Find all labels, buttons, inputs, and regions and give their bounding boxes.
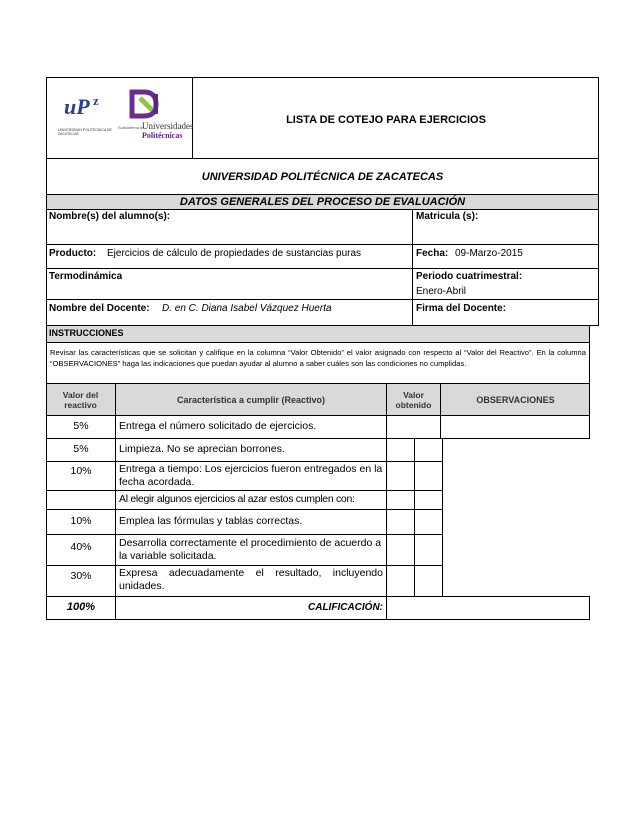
observation-cell[interactable] bbox=[414, 438, 443, 462]
grade-label: CALIFICACIÓN: bbox=[308, 602, 383, 613]
obtained-cell[interactable] bbox=[386, 565, 415, 597]
row-value: 30% bbox=[70, 570, 92, 582]
up-logo-small: Subsistema de bbox=[118, 125, 145, 130]
total-value: 100% bbox=[66, 601, 96, 613]
row-text: Emplea las fórmulas y tablas correctas. bbox=[119, 515, 303, 527]
col-value-header: Valor del reactivo bbox=[62, 390, 99, 410]
row-value: 5% bbox=[73, 420, 89, 432]
row-text: Expresa adecuadamente el resultado, incluyendo unidades. bbox=[119, 567, 383, 592]
obtained-cell[interactable] bbox=[386, 534, 415, 566]
table-cell bbox=[414, 490, 443, 510]
obtained-cell[interactable] bbox=[386, 415, 441, 439]
general-title: DATOS GENERALES DEL PROCESO DE EVALUACIÓN bbox=[179, 196, 466, 208]
period-value: Enero-Abril bbox=[416, 286, 467, 297]
observation-cell[interactable] bbox=[414, 565, 443, 597]
col-obs-header: OBSERVACIONES bbox=[476, 395, 555, 405]
matricula-label: Matricula (s): bbox=[416, 211, 479, 222]
col-char-header: Característica a cumplir (Reactivo) bbox=[176, 395, 326, 405]
svg-text:z: z bbox=[93, 93, 99, 108]
period-label: Periodo cuatrimestral: bbox=[416, 271, 523, 282]
row-text: Desarrolla correctamente el procedimiento de acuerdo a la variable solicitada. bbox=[119, 537, 382, 562]
observation-cell[interactable] bbox=[414, 461, 443, 491]
upz-logo bbox=[62, 90, 112, 130]
observation-cell[interactable] bbox=[440, 415, 590, 439]
upz-logo-caption: UNIVERSIDAD POLITÉCNICA DE ZACATECAS bbox=[58, 128, 112, 136]
up-logo-line2: Politécnicas bbox=[142, 131, 183, 140]
row-value: 5% bbox=[73, 443, 89, 455]
row-value: 10% bbox=[70, 465, 92, 477]
row-value: 40% bbox=[70, 541, 92, 553]
observation-cell[interactable] bbox=[414, 509, 443, 535]
student-label: Nombre(s) del alumno(s): bbox=[49, 211, 171, 222]
col-obtained-header: Valor obtenido bbox=[395, 390, 432, 410]
obtained-cell[interactable] bbox=[386, 438, 415, 462]
instructions-bar bbox=[46, 325, 590, 343]
instructions-label: INSTRUCCIONES bbox=[49, 328, 124, 338]
row-value: 10% bbox=[70, 515, 92, 527]
up-logo-line1: Universidades bbox=[142, 121, 194, 131]
date-value: 09-Marzo-2015 bbox=[455, 248, 523, 259]
obtained-cell[interactable] bbox=[386, 509, 415, 535]
observation-cell[interactable] bbox=[414, 534, 443, 566]
row-subheading: Al elegir algunos ejercicios al azar estos cumplen con: bbox=[119, 493, 355, 505]
product-value: Ejercicios de cálculo de propiedades de sustancias puras bbox=[107, 248, 362, 259]
page-title: LISTA DE COTEJO PARA EJERCICIOS bbox=[286, 114, 486, 126]
instructions-text: Revisar las características que se solicitan y califique en la columna “Valor Obtenido” el valor asignado con respecto al “Valor del Reactivo”. En la columna “OBSERVACIONES” haga las indicaciones que puedan ayudar al alumno a saber cuáles son las condiciones no cumplidas. bbox=[50, 348, 586, 368]
university-name: UNIVERSIDAD POLITÉCNICA DE ZACATECAS bbox=[201, 171, 444, 183]
row-text: Entrega a tiempo: Los ejercicios fueron entregados en la fecha acordada. bbox=[119, 463, 383, 488]
subject-label: Termodinámica bbox=[49, 271, 123, 282]
product-label: Producto: bbox=[49, 248, 97, 259]
teacher-value: D. en C. Diana Isabel Vázquez Huerta bbox=[162, 303, 332, 314]
row-text: Entrega el número solicitado de ejercicios. bbox=[119, 420, 317, 432]
date-label: Fecha: bbox=[416, 248, 449, 259]
obtained-cell[interactable] bbox=[386, 461, 415, 491]
table-cell bbox=[386, 490, 415, 510]
grade-cell[interactable] bbox=[386, 596, 590, 620]
up-logo-mark bbox=[126, 88, 176, 120]
table-row bbox=[46, 490, 116, 510]
teacher-label: Nombre del Docente: bbox=[49, 303, 150, 314]
row-text: Limpieza. No se aprecian borrones. bbox=[119, 443, 285, 455]
signature-label: Firma del Docente: bbox=[416, 303, 507, 314]
svg-text:uP: uP bbox=[64, 94, 90, 119]
